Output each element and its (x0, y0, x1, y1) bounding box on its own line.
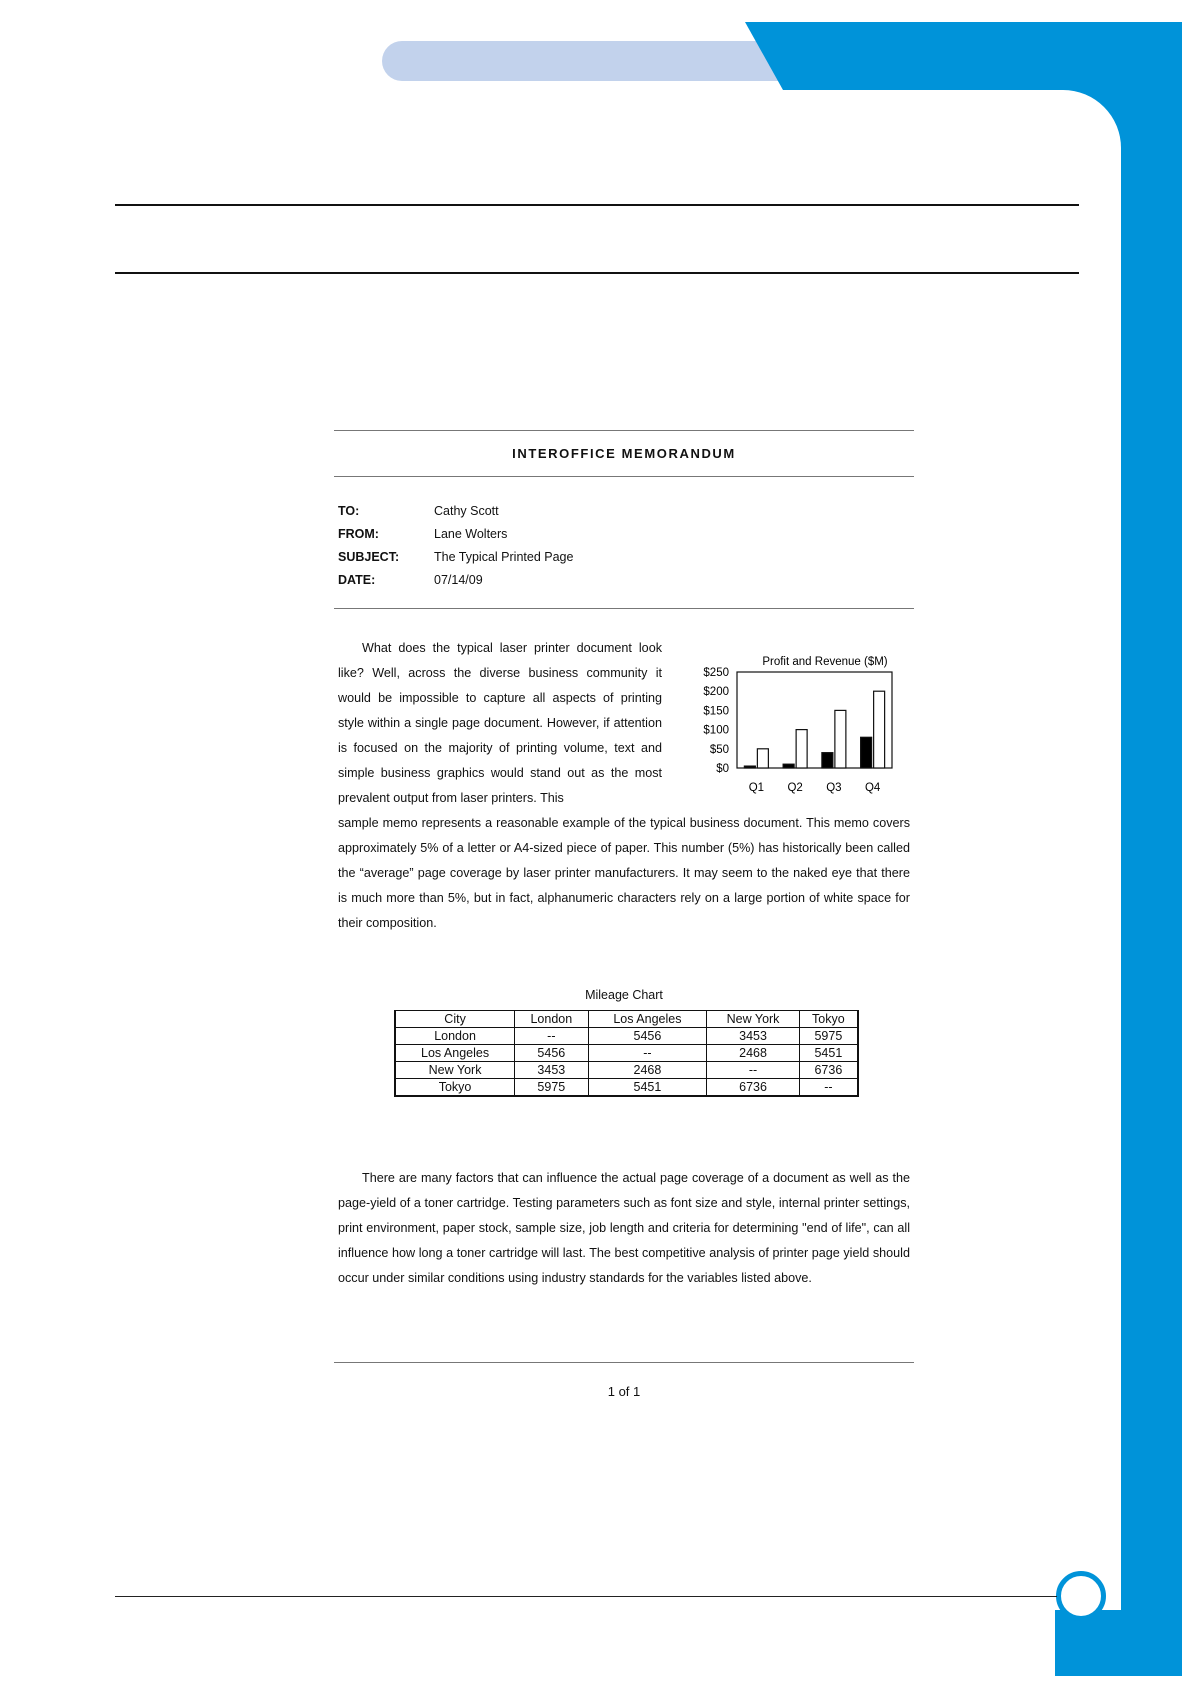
mileage-table-title: Mileage Chart (585, 988, 663, 1002)
y-tick-label: $0 (716, 763, 729, 775)
table-row (395, 1045, 858, 1062)
table-header-cell: London (515, 1011, 588, 1028)
y-tick-label: $150 (703, 705, 729, 718)
memo-top-rule (334, 430, 914, 431)
table-row (395, 1028, 858, 1045)
table-row-city: Los Angeles (395, 1045, 515, 1062)
bar (822, 753, 833, 768)
table-cell: 5451 (799, 1045, 858, 1062)
memo-title-rule (334, 476, 914, 477)
bar (796, 730, 807, 768)
table-cell: -- (707, 1062, 799, 1079)
bar (835, 710, 846, 768)
bar (874, 691, 885, 768)
table-cell: -- (515, 1028, 588, 1045)
memo-title: INTEROFFICE MEMORANDUM (512, 446, 736, 461)
table-cell: 6736 (707, 1079, 799, 1097)
table-header-cell: Tokyo (799, 1011, 858, 1028)
memo-subject-value: The Typical Printed Page (434, 550, 574, 564)
table-cell: 3453 (707, 1028, 799, 1045)
memo-to-value: Cathy Scott (434, 504, 499, 518)
memo-footer-rule (334, 1362, 914, 1363)
x-tick-label: Q1 (748, 782, 765, 794)
table-header-cell: City (395, 1011, 515, 1028)
memo-date-label: DATE: (338, 573, 376, 587)
memo-paragraph-2: There are many factors that can influence the actual page coverage of a document as well as the page-yield of a toner cartridge. Testing parameters such as font size and style, internal printer settings, print environment, paper stock, sample size, job length and criteria for determining "end of life", can all influence how long a toner cartridge will last. The best competitive analysis of printer page yield should occur under similar conditions using industry standards for the variables listed above. (338, 1171, 910, 1285)
table-cell: 5975 (515, 1079, 588, 1097)
table-cell: -- (799, 1079, 858, 1097)
table-cell: 6736 (799, 1062, 858, 1079)
x-tick-label: Q4 (864, 782, 881, 794)
table-header-row (395, 1011, 858, 1028)
table-cell: 2468 (588, 1062, 707, 1079)
page-corner-curve (1010, 90, 1121, 1610)
footer-rule (115, 1596, 1057, 1597)
memo-paragraph-1-top: What does the typical laser printer document look like? Well, across the diverse business community it would be impossible to capture all aspects of printing style within a single page document. However, if attention is focused on the majority of printing volume, text and simple business graphics would stand out as the most prevalent output from laser printers. This (338, 641, 662, 805)
header-rule-top (115, 204, 1079, 206)
x-tick-label: Q3 (826, 782, 842, 794)
table-cell: 5451 (588, 1079, 707, 1097)
table-cell: 5975 (799, 1028, 858, 1045)
y-tick-label: $50 (709, 743, 729, 756)
table-cell: 5456 (515, 1045, 588, 1062)
y-tick-label: $100 (703, 724, 729, 737)
memo-page-number: 1 of 1 (607, 1384, 641, 1399)
table-row (395, 1079, 858, 1097)
header-tab-decoration (382, 41, 802, 81)
y-tick-label: $250 (703, 667, 729, 679)
memo-from-label: FROM: (338, 527, 379, 541)
table-header-cell: Los Angeles (588, 1011, 707, 1028)
x-tick-label: Q2 (787, 782, 803, 794)
memo-paragraph-1-rest: sample memo represents a reasonable example of the typical business document. This memo covers approximately 5% of a letter or A4-sized piece of paper. This number (5%) has historically been called the “average” page coverage by laser printer manufacturers. It may seem to the naked eye that there is much more than 5%, but in fact, alphanumeric characters rely on a large portion of white space for their composition. (338, 816, 910, 930)
table-row (395, 1062, 858, 1079)
mileage-table (394, 1010, 859, 1097)
bar (744, 766, 755, 768)
table-cell: 3453 (515, 1062, 588, 1079)
memo-to-label: TO: (338, 504, 360, 518)
profit-revenue-bar-chart (674, 648, 914, 798)
chart-title: Profit and Revenue ($M) (762, 656, 888, 668)
memo-from-value: Lane Wolters (434, 527, 508, 541)
table-row-city: Tokyo (395, 1079, 515, 1097)
bar (757, 749, 768, 768)
page-number-ring-icon (1056, 1571, 1106, 1621)
table-cell: -- (588, 1045, 707, 1062)
table-row-city: New York (395, 1062, 515, 1079)
table-header-cell: New York (707, 1011, 799, 1028)
table-cell: 5456 (588, 1028, 707, 1045)
memo-header-rule (334, 608, 914, 609)
table-cell: 2468 (707, 1045, 799, 1062)
y-tick-label: $200 (703, 686, 729, 699)
table-row-city: London (395, 1028, 515, 1045)
header-rule-bottom (115, 272, 1079, 274)
bar (861, 737, 872, 768)
memo-subject-label: SUBJECT: (338, 550, 400, 564)
bar (783, 764, 794, 768)
memo-date-value: 07/14/09 (434, 573, 483, 587)
